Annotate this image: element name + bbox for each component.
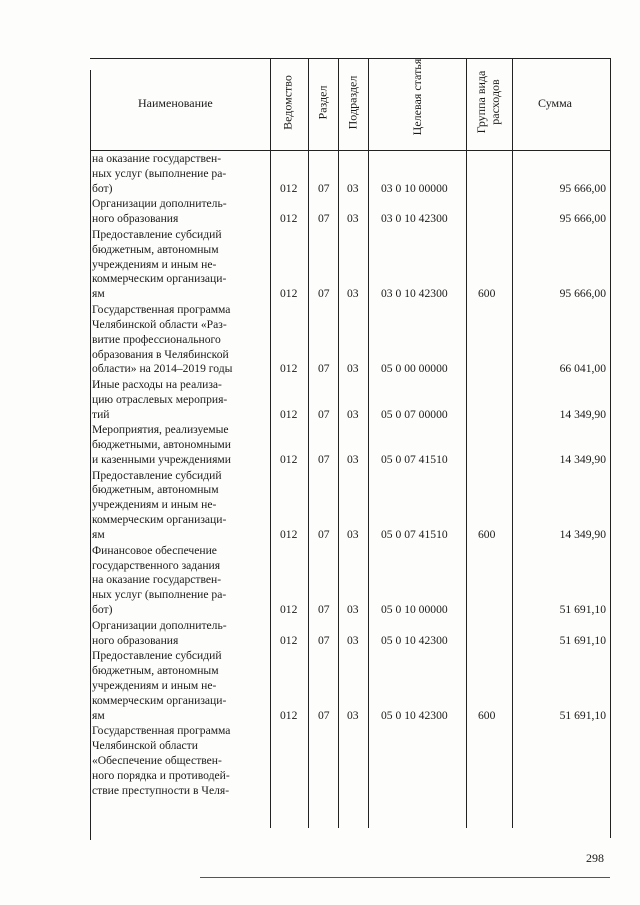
- header-section: Раздел: [315, 85, 330, 120]
- name-line: Мероприятия, реализуемые: [92, 423, 229, 437]
- name-line: ям: [92, 528, 105, 542]
- table-cell-group: 600: [478, 287, 496, 301]
- table-cell-sum: 14 349,90: [559, 407, 606, 421]
- name-line: учреждениям и иным не-: [92, 678, 217, 692]
- name-line: и казенными учреждениями: [92, 453, 231, 466]
- table-cell-dept: 012: [280, 528, 298, 542]
- name-line: бот): [92, 603, 113, 617]
- header-dept: Ведомство: [280, 75, 295, 130]
- table-cell-target: 03 0 10 42300: [381, 287, 448, 301]
- name-line: Финансовое обеспечение: [92, 543, 217, 557]
- table-cell-dept: 012: [280, 212, 298, 226]
- header-target: Целевая статья: [410, 58, 424, 136]
- name-line: области» на 2014–2019 годы: [92, 362, 233, 376]
- table-cell-section: 07: [318, 603, 330, 617]
- name-line: учреждениям и иным не-: [92, 498, 217, 512]
- name-line: коммерческим организаци-: [92, 513, 227, 527]
- col-line-target: [368, 58, 369, 828]
- table-cell-sum: 66 041,00: [559, 362, 606, 376]
- col-line-right: [610, 58, 611, 838]
- header-name: Наименование: [138, 96, 213, 110]
- table-cell-section: 07: [318, 407, 330, 421]
- table-cell-section: 07: [318, 708, 330, 722]
- table-cell-section: 07: [318, 212, 330, 226]
- table-cell-target: 05 0 07 41510: [381, 453, 448, 466]
- col-line-section: [308, 58, 309, 828]
- table-cell-target: 05 0 10 42300: [381, 708, 448, 722]
- table-cell-target: 05 0 07 00000: [381, 407, 448, 421]
- table-cell-target: 05 0 00 00000: [381, 362, 448, 376]
- table-cell-sum: 95 666,00: [559, 287, 606, 301]
- name-line: бюджетными, автономными: [92, 438, 231, 452]
- name-line: цию отраслевых мероприя-: [92, 392, 228, 406]
- name-line: бюджетным, автономным: [92, 664, 219, 677]
- table-cell-name: [92, 303, 266, 378]
- name-line: Предоставление субсидий: [92, 468, 222, 482]
- table-cell-target: 03 0 10 42300: [381, 212, 448, 226]
- name-line: государственного задания: [92, 558, 221, 572]
- table-cell-group: 600: [478, 708, 496, 722]
- name-line: коммерческим организаци-: [92, 272, 227, 286]
- name-line: ного образования: [92, 633, 179, 647]
- table-cell-sum: 14 349,90: [559, 528, 606, 542]
- name-line: Челябинской области «Раз-: [92, 317, 227, 331]
- table-cell-sum: 51 691,10: [559, 603, 606, 617]
- table-cell-section: 07: [318, 453, 330, 466]
- header-subsection: Подраздел: [345, 75, 360, 130]
- table-cell-sub: 03: [347, 407, 359, 421]
- name-line: Предоставление субсидий: [92, 227, 222, 241]
- table-cell-sub: 03: [347, 708, 359, 722]
- col-line-sub: [338, 58, 339, 828]
- name-line: бюджетным, автономным: [92, 242, 219, 256]
- col-line-dept: [270, 58, 271, 828]
- name-line: бюджетным, автономным: [92, 483, 219, 497]
- name-line: Организации дополнитель-: [92, 197, 227, 211]
- table-cell-target: 05 0 10 00000: [381, 603, 448, 617]
- table-cell-name: [92, 197, 266, 227]
- name-line: витие профессионального: [92, 332, 221, 346]
- name-line: Предоставление субсидий: [92, 649, 222, 663]
- name-line: Челябинской области: [92, 739, 198, 753]
- table-cell-name: [92, 469, 266, 544]
- table-cell-sub: 03: [347, 603, 359, 617]
- name-line: ных услуг (выполнение ра-: [92, 588, 227, 602]
- table-cell-target: 03 0 10 00000: [381, 181, 448, 195]
- table-cell-target: 05 0 10 42300: [381, 633, 448, 647]
- table-cell-name: [92, 378, 266, 423]
- table-cell-sub: 03: [347, 528, 359, 542]
- table-cell-section: 07: [318, 528, 330, 542]
- table-cell-dept: 012: [280, 181, 298, 195]
- name-line: ного образования: [92, 212, 179, 226]
- name-line: Государственная программа: [92, 302, 231, 316]
- col-line-group: [466, 58, 467, 828]
- table-cell-sub: 03: [347, 362, 359, 376]
- table-cell-section: 07: [318, 633, 330, 647]
- table-cell-name: [92, 649, 266, 724]
- table-cell-sum: 51 691,10: [559, 708, 606, 722]
- name-line: Организации дополнитель-: [92, 618, 227, 632]
- table-cell-section: 07: [318, 362, 330, 376]
- table-cell-sub: 03: [347, 212, 359, 226]
- table-cell-name: [92, 228, 266, 303]
- table-cell-target: 05 0 07 41510: [381, 528, 448, 542]
- table-cell-dept: 012: [280, 633, 298, 647]
- name-line: образования в Челябинской: [92, 347, 229, 361]
- name-line: ям: [92, 287, 105, 301]
- name-line: ного порядка и противодей-: [92, 768, 230, 782]
- table-cell-sub: 03: [347, 287, 359, 301]
- name-line: коммерческим организаци-: [92, 693, 227, 707]
- table-cell-sub: 03: [347, 453, 359, 466]
- name-line: Государственная программа: [92, 724, 231, 738]
- table-cell-sub: 03: [347, 633, 359, 647]
- table-cell-name: [92, 619, 266, 649]
- table-cell-sum: 95 666,00: [559, 212, 606, 226]
- table-cell-name: [92, 724, 266, 799]
- name-line: тий: [92, 407, 110, 421]
- table-cell-name: [92, 423, 266, 468]
- name-line: на оказание государствен-: [92, 152, 222, 165]
- name-line: Иные расходы на реализа-: [92, 377, 222, 391]
- table-cell-group: 600: [478, 528, 496, 542]
- table-cell-dept: 012: [280, 407, 298, 421]
- header-bottom-border: [90, 150, 610, 151]
- table-cell-sum: 95 666,00: [559, 181, 606, 195]
- table-cell-dept: 012: [280, 603, 298, 617]
- table-cell-sub: 03: [347, 181, 359, 195]
- table-cell-section: 07: [318, 181, 330, 195]
- name-line: ных услуг (выполнение ра-: [92, 166, 227, 180]
- table-cell-dept: 012: [280, 453, 298, 466]
- name-line: учреждениям и иным не-: [92, 257, 217, 271]
- table-cell-dept: 012: [280, 362, 298, 376]
- name-line: «Обеспечение обществен-: [92, 754, 222, 767]
- table-top-border: [90, 58, 610, 59]
- page-bottom-rule: [200, 877, 610, 878]
- table-cell-sum: 51 691,10: [559, 633, 606, 647]
- page-number: 298: [586, 851, 604, 865]
- table-cell-name: [92, 152, 266, 197]
- table-cell-dept: 012: [280, 708, 298, 722]
- table-cell-section: 07: [318, 287, 330, 301]
- name-line: ствие преступности в Челя-: [92, 783, 230, 797]
- table-cell-name: [92, 544, 266, 619]
- table-cell-sum: 14 349,90: [559, 453, 606, 466]
- col-line-sum: [512, 58, 513, 828]
- table-cell-dept: 012: [280, 287, 298, 301]
- name-line: бот): [92, 181, 113, 195]
- col-line-left: [90, 70, 91, 840]
- header-sum: Сумма: [538, 96, 572, 110]
- name-line: ям: [92, 708, 105, 722]
- header-group: Группа вида расходов: [474, 70, 502, 134]
- name-line: на оказание государствен-: [92, 573, 222, 587]
